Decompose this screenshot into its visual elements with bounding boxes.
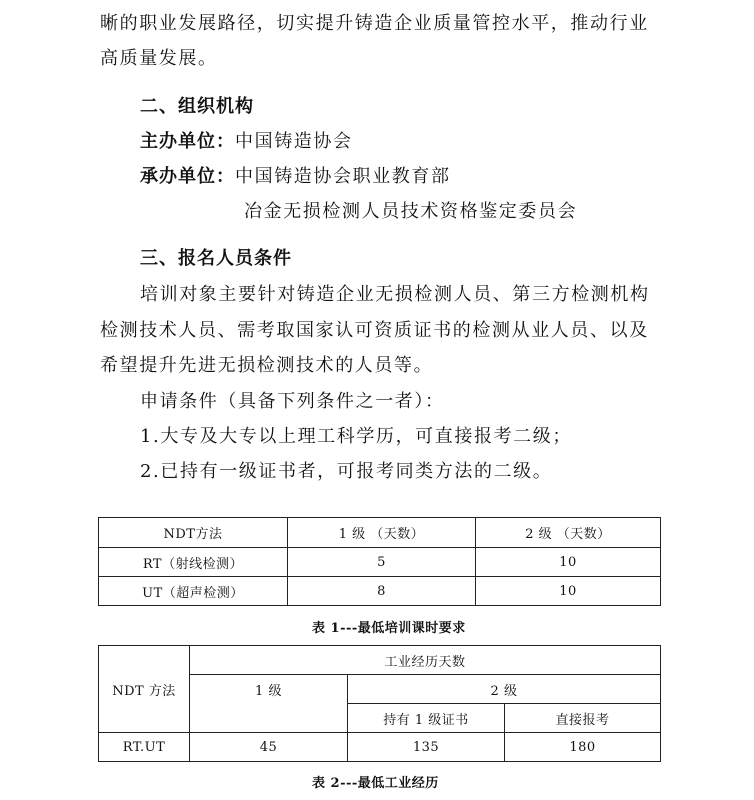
intro-line-1: 晰的职业发展路径，切实提升铸造企业质量管控水平，推动行业 (100, 13, 649, 34)
table-header-cell-level2: 2 级 (348, 675, 661, 704)
host-unit-value: 中国铸造协会 (235, 131, 353, 152)
section-heading-organization: 二、组织机构 (140, 96, 254, 117)
section-heading-eligibility: 三、报名人员条件 (140, 248, 292, 269)
apply-condition-2: 2.已持有一级证书者，可报考同类方法的二级。 (140, 461, 553, 482)
table-row (99, 733, 661, 762)
table-header-cell-direct: 直接报考 (505, 704, 661, 733)
training-hours-table (98, 517, 661, 606)
organizer-unit-label: 承办单位： (140, 166, 235, 187)
intro-line-2: 高质量发展。 (100, 48, 218, 69)
host-unit-row (140, 127, 353, 153)
table-row (99, 548, 661, 577)
table-header-cell-group: 工业经历天数 (190, 646, 661, 675)
table-header-cell-with-cert: 持有 1 级证书 (348, 704, 505, 733)
organizer-unit-row (140, 162, 451, 188)
table-cell-method: UT（超声检测） (99, 577, 288, 606)
table-cell-value: 10 (476, 577, 661, 606)
table-header-cell: 2 级 （天数） (476, 518, 661, 548)
apply-condition-1: 1.大专及大专以上理工科学历，可直接报考二级； (140, 426, 572, 447)
table-header-cell-method: NDT 方法 (99, 646, 190, 733)
organizer-unit-value-2: 冶金无损检测人员技术资格鉴定委员会 (244, 201, 578, 222)
table-1-caption: 表 1---最低培训课时要求 (312, 621, 466, 636)
table-header-row (99, 518, 661, 548)
table-cell-value: 8 (288, 577, 476, 606)
eligibility-para-line-2: 检测技术人员、需考取国家认可资质证书的检测从业人员、以及 (100, 320, 649, 341)
organizer-unit-value: 中国铸造协会职业教育部 (235, 166, 451, 187)
table-cell-value: 180 (505, 733, 661, 762)
table-cell-value: 5 (288, 548, 476, 577)
industry-experience-table (98, 645, 661, 762)
eligibility-para-line-3: 希望提升先进无损检测技术的人员等。 (100, 355, 434, 376)
table-cell-value: 10 (476, 548, 661, 577)
table-header-cell-level1: 1 级 (190, 675, 348, 733)
table-cell-method: RT.UT (99, 733, 190, 762)
table-header-cell: 1 级 （天数） (288, 518, 476, 548)
apply-conditions-intro: 申请条件（具备下列条件之一者）： (140, 391, 445, 412)
table-row (99, 577, 661, 606)
eligibility-para-line-1: 培训对象主要针对铸造企业无损检测人员、第三方检测机构 (140, 284, 650, 305)
host-unit-label: 主办单位： (140, 131, 235, 152)
table-cell-value: 45 (190, 733, 348, 762)
table-header-cell: NDT方法 (99, 518, 288, 548)
table-cell-method: RT（射线检测） (99, 548, 288, 577)
table-cell-value: 135 (348, 733, 505, 762)
table-2-caption: 表 2---最低工业经历 (312, 776, 439, 791)
table-header-row (99, 646, 661, 675)
